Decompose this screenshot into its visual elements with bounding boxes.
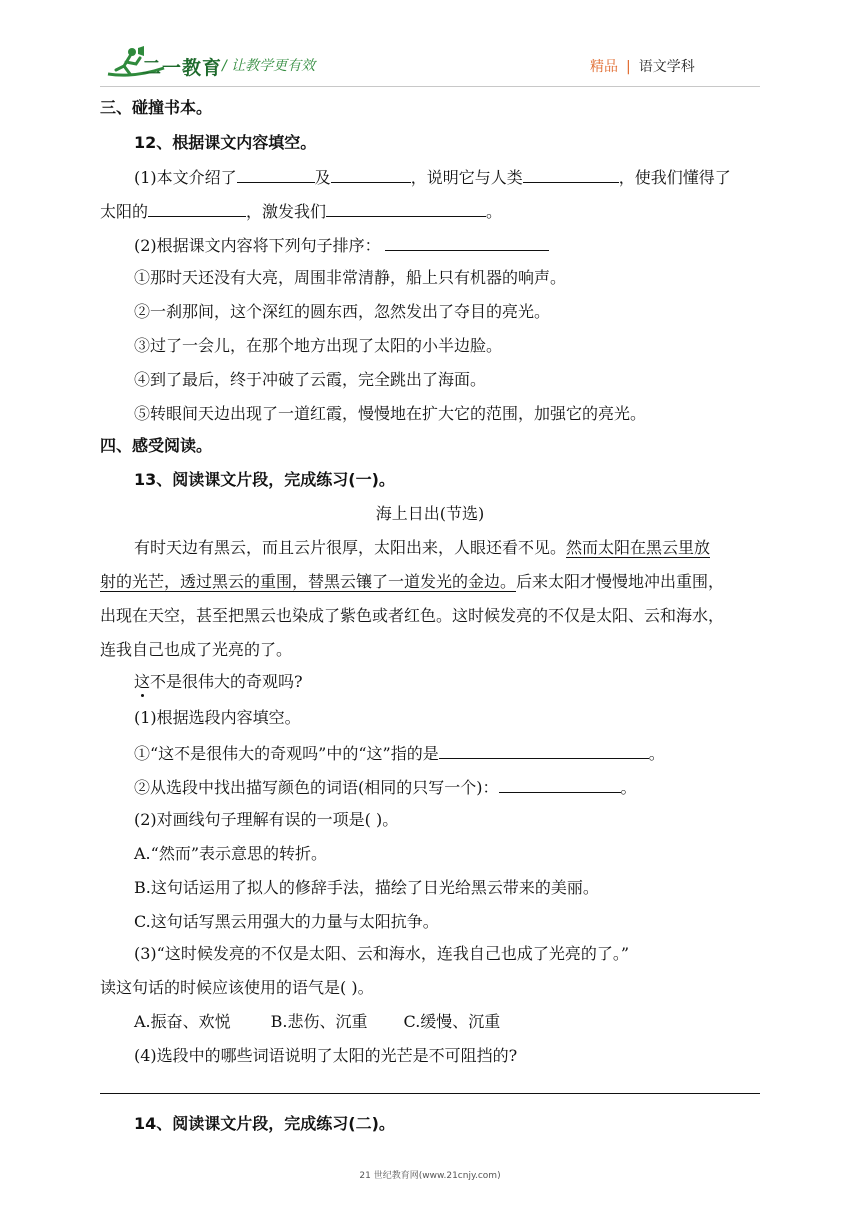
slogan: / 让教学更有效 xyxy=(222,58,316,74)
answer-line[interactable] xyxy=(100,1093,760,1094)
text: (1)本文介绍了 xyxy=(134,168,237,187)
brand-subject: 语文学科 xyxy=(638,59,695,75)
answer-blank[interactable] xyxy=(331,166,411,183)
q13-3-options xyxy=(134,1012,500,1032)
page-footer: 21 世纪教育网(www.21cnjy.com) xyxy=(359,1171,501,1181)
brand-separator: | xyxy=(626,59,631,75)
passage-line-3: 出现在天空，甚至把黑云也染成了紫色或者红色。这时候发亮的不仅是太阳、云和海水， xyxy=(100,606,725,625)
passage-title: 海上日出(节选) xyxy=(375,504,485,523)
passage-line-4: 连我自己也成了光亮的了。 xyxy=(100,640,293,659)
text: (2)根据课文内容将下列句子排序： xyxy=(134,236,381,255)
q13-2-option-c: C.这句话写黑云用强大的力量与太阳抗争。 xyxy=(134,912,439,931)
logo-text: 二一教育 xyxy=(142,57,223,79)
text: ①“这不是很伟大的奇观吗”中的“这”指的是 xyxy=(134,744,439,763)
sort-item-2: ②一刹那间，这个深红的圆东西，忽然发出了夺目的亮光。 xyxy=(134,302,551,321)
answer-blank[interactable] xyxy=(499,776,621,793)
passage-line-1 xyxy=(134,538,710,558)
text: ，使我们懂得了 xyxy=(618,168,731,187)
q13-3-line2: 读这句话的时候应该使用的语气是( )。 xyxy=(100,978,374,997)
text: 不是很伟大的奇观吗? xyxy=(150,672,303,691)
q13-4: (4)选段中的哪些词语说明了太阳的光芒是不可阻挡的? xyxy=(134,1046,518,1065)
sort-item-1: ①那时天还没有大亮，周围非常清静，船上只有机器的响声。 xyxy=(134,268,567,287)
text: ，激发我们 xyxy=(246,202,327,221)
answer-blank[interactable] xyxy=(523,166,619,183)
q13-2: (2)对画线句子理解有误的一项是( )。 xyxy=(134,810,399,829)
question-12: 12、根据课文内容填空。 xyxy=(134,133,317,152)
text: 及 xyxy=(314,168,331,187)
header-divider xyxy=(100,86,760,87)
q12-1-line2 xyxy=(100,200,502,222)
page-header xyxy=(0,0,860,92)
q13-1-b xyxy=(134,776,637,798)
passage-line-2 xyxy=(100,572,724,592)
brand-label xyxy=(590,56,695,76)
text: 。 xyxy=(486,202,503,221)
option-c: C.缓慢、沉重 xyxy=(403,1012,501,1031)
q13-1: (1)根据选段内容填空。 xyxy=(134,708,301,727)
text: 。 xyxy=(620,778,637,797)
answer-blank[interactable] xyxy=(326,200,486,217)
answer-blank[interactable] xyxy=(148,200,246,217)
text: 后来太阳才慢慢地冲出重围， xyxy=(516,572,725,591)
answer-blank[interactable] xyxy=(439,742,649,759)
question-13: 13、阅读课文片段，完成练习(一)。 xyxy=(134,470,395,489)
text: 。 xyxy=(648,744,665,763)
q13-2-option-b: B.这句话运用了拟人的修辞手法，描绘了日光给黑云带来的美丽。 xyxy=(134,878,599,897)
text: ②从选段中找出描写颜色的词语(相同的只写一个)： xyxy=(134,778,499,797)
answer-blank[interactable] xyxy=(237,166,315,183)
q12-1-line1 xyxy=(134,166,731,188)
emphasis-char: 这 xyxy=(134,672,151,691)
underlined-sentence: 射的光芒，透过黑云的重围，替黑云镶了一道发光的金边。 xyxy=(100,572,517,591)
text: 太阳的 xyxy=(100,202,149,221)
text: ，说明它与人类 xyxy=(410,168,523,187)
text: 有时天边有黑云，而且云片很厚，太阳出来，人眼还看不见。 xyxy=(134,538,567,557)
option-b: B.悲伤、沉重 xyxy=(270,1012,368,1031)
question-14: 14、阅读课文片段，完成练习(二)。 xyxy=(134,1114,395,1133)
sort-item-4: ④到了最后，终于冲破了云霞，完全跳出了海面。 xyxy=(134,370,487,389)
section-4-title: 四、感受阅读。 xyxy=(100,436,213,455)
sort-item-5: ⑤转眼间天边出现了一道红霞，慢慢地在扩大它的范围，加强它的亮光。 xyxy=(134,404,647,423)
q13-2-option-a: A.“然而”表示意思的转折。 xyxy=(134,844,328,863)
passage-line-5 xyxy=(134,672,303,692)
q12-2 xyxy=(134,234,549,256)
brand-quality: 精品 xyxy=(590,59,618,75)
section-3-title: 三、碰撞书本。 xyxy=(100,98,213,117)
underlined-sentence: 然而太阳在黑云里放 xyxy=(566,538,711,557)
q13-3-line1: (3)“这时候发亮的不仅是太阳、云和海水，连我自己也成了光亮的了。” xyxy=(134,944,630,963)
sort-item-3: ③过了一会儿，在那个地方出现了太阳的小半边脸。 xyxy=(134,336,503,355)
option-a: A.振奋、欢悦 xyxy=(134,1012,231,1031)
answer-blank[interactable] xyxy=(385,234,549,251)
q13-1-a xyxy=(134,742,665,764)
